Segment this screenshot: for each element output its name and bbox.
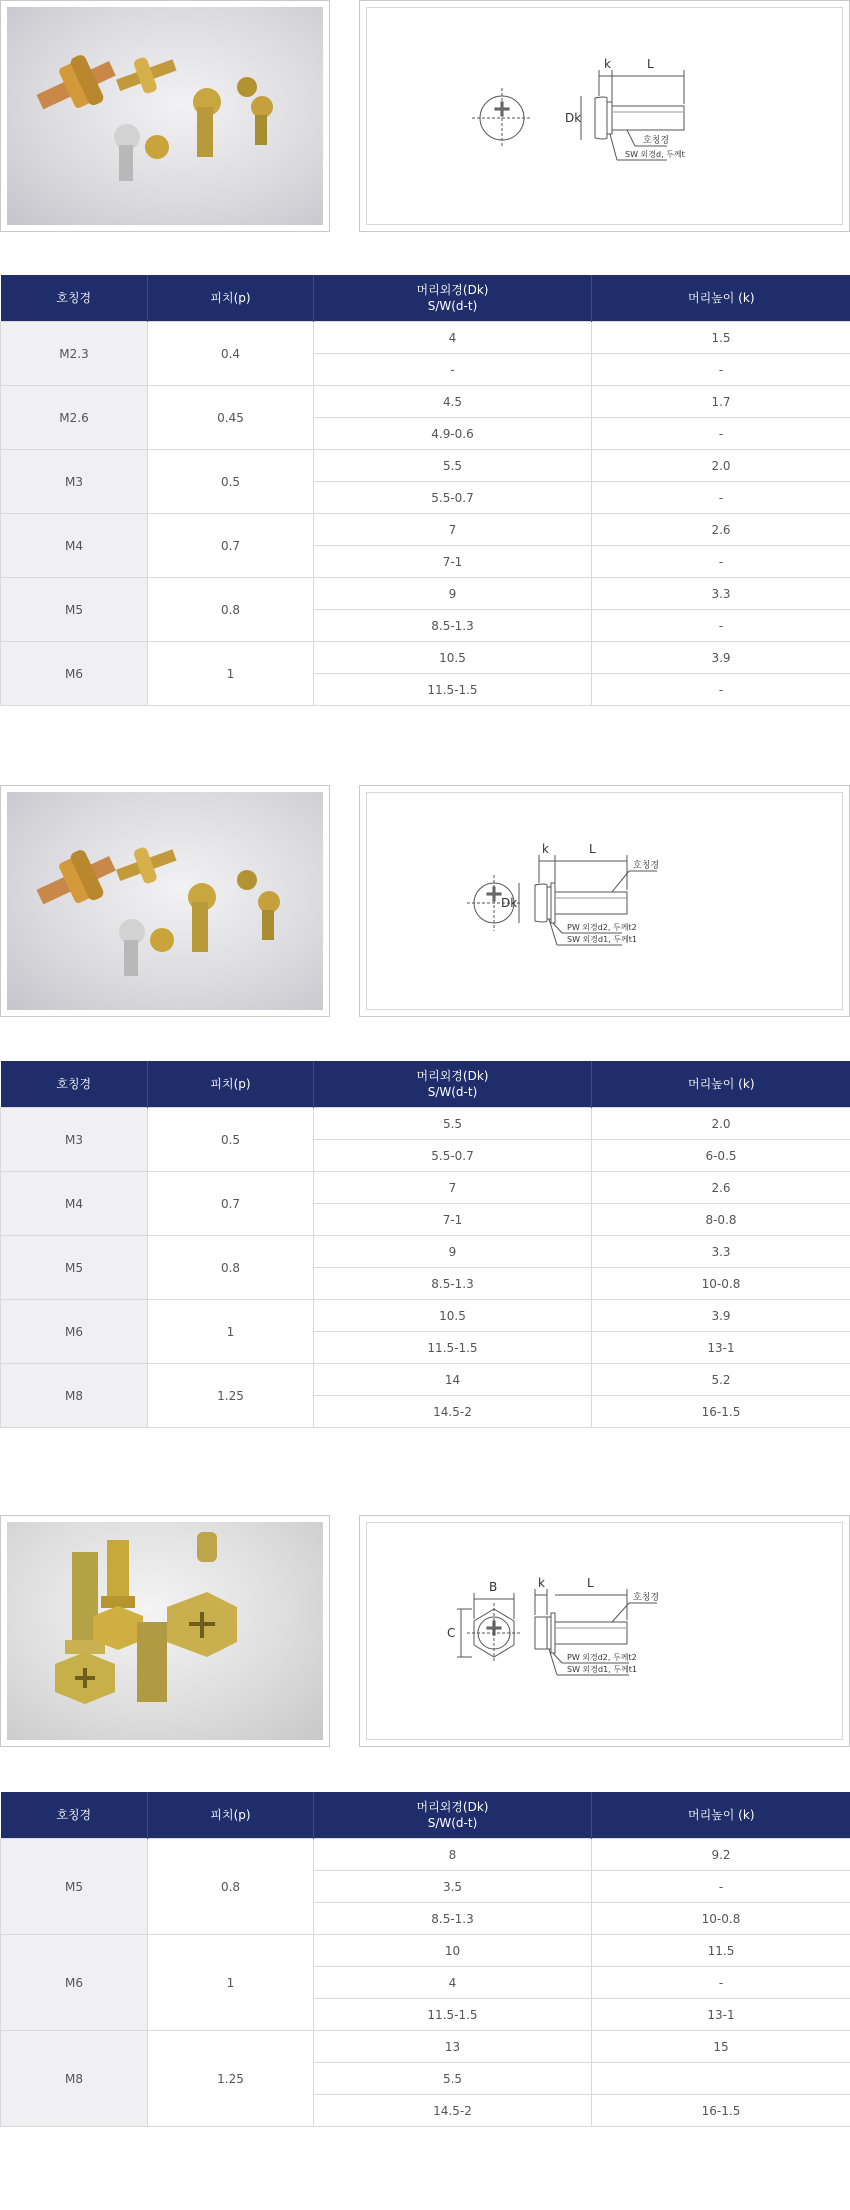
dim-C: C (447, 1626, 456, 1640)
cell-size: M8 (1, 2031, 148, 2127)
table-row (1, 1839, 850, 1871)
cell-pitch: 1 (148, 1935, 314, 2031)
header-pitch: 피치(p) (148, 1792, 314, 1839)
cell-diameter: 9 (314, 578, 592, 610)
table-row (1, 450, 850, 482)
cell-height: 2.0 (592, 450, 850, 482)
cell-height: - (592, 482, 850, 514)
spec-table-2 (0, 1061, 850, 1428)
cell-diameter: 4.9-0.6 (314, 418, 592, 450)
cell-height: 8-0.8 (592, 1204, 850, 1236)
cell-size: M3 (1, 450, 148, 514)
cell-height: - (592, 610, 850, 642)
cell-pitch: 0.7 (148, 1172, 314, 1236)
header-head-height: 머리높이 (k) (592, 1792, 850, 1839)
dim-L: L (587, 1576, 594, 1590)
cell-pitch: 0.8 (148, 1839, 314, 1935)
cell-diameter: 11.5-1.5 (314, 1332, 592, 1364)
cell-height: 1.5 (592, 322, 850, 354)
header-head-height: 머리높이 (k) (592, 275, 850, 322)
hex-screws-photo-illustration (7, 1522, 323, 1740)
table-row (1, 1364, 850, 1396)
dim-k: k (604, 57, 611, 71)
header-head-diameter: 머리외경(Dk) S/W(d-t) (314, 1061, 592, 1108)
table-row (1, 514, 850, 546)
table-header-row (1, 275, 850, 322)
cell-height: 3.9 (592, 1300, 850, 1332)
dim-Dk: Dk (565, 111, 582, 125)
cell-diameter: 8.5-1.3 (314, 610, 592, 642)
cell-height: 16-1.5 (592, 1396, 850, 1428)
cell-height: - (592, 1967, 850, 1999)
cell-size: M4 (1, 1172, 148, 1236)
cell-size: M5 (1, 1839, 148, 1935)
label-pw: PW 외경d2, 두께t2 (567, 923, 637, 932)
cell-diameter: 4 (314, 1967, 592, 1999)
cell-diameter: 3.5 (314, 1871, 592, 1903)
cell-height: - (592, 1871, 850, 1903)
cell-size: M8 (1, 1364, 148, 1428)
cell-height: 11.5 (592, 1935, 850, 1967)
screws-photo-illustration (7, 792, 323, 1010)
dim-L: L (589, 842, 596, 856)
cell-height: 13-1 (592, 1332, 850, 1364)
header-head-diameter: 머리외경(Dk) S/W(d-t) (314, 275, 592, 322)
cell-height: 15 (592, 2031, 850, 2063)
cell-height: - (592, 546, 850, 578)
cell-diameter: 10.5 (314, 1300, 592, 1332)
cell-diameter: 14.5-2 (314, 2095, 592, 2127)
table-row (1, 1172, 850, 1204)
cell-height: 10-0.8 (592, 1268, 850, 1300)
table-row (1, 386, 850, 418)
dimension-diagram-3 (359, 1515, 850, 1747)
dim-L: L (647, 57, 654, 71)
cell-diameter: 14.5-2 (314, 1396, 592, 1428)
label-sw: SW 외경d1, 두께t1 (567, 1665, 637, 1674)
header-size: 호칭경 (1, 1061, 148, 1108)
cell-diameter: 10.5 (314, 642, 592, 674)
label-sw: SW 외경d1, 두께t1 (567, 935, 637, 944)
cell-height: 9.2 (592, 1839, 850, 1871)
cell-pitch: 1 (148, 642, 314, 706)
table-header-row (1, 1792, 850, 1839)
cell-diameter: 5.5-0.7 (314, 1140, 592, 1172)
header-size: 호칭경 (1, 275, 148, 322)
cell-diameter: 8.5-1.3 (314, 1903, 592, 1935)
cell-diameter: 10 (314, 1935, 592, 1967)
dimension-diagram-1 (359, 0, 850, 232)
cell-size: M2.3 (1, 322, 148, 386)
cell-pitch: 0.8 (148, 1236, 314, 1300)
cell-height: 13-1 (592, 1999, 850, 2031)
cell-height: 1.7 (592, 386, 850, 418)
cell-diameter: 4.5 (314, 386, 592, 418)
label-nominal: 호칭경 (633, 861, 660, 871)
cell-diameter: 14 (314, 1364, 592, 1396)
header-pitch: 피치(p) (148, 275, 314, 322)
cell-diameter: 7 (314, 514, 592, 546)
cell-height: 3.9 (592, 642, 850, 674)
cell-diameter: 7-1 (314, 1204, 592, 1236)
cell-height: 2.6 (592, 514, 850, 546)
cell-pitch: 0.4 (148, 322, 314, 386)
table-header-row (1, 1061, 850, 1108)
table-row (1, 578, 850, 610)
product-photo-1 (0, 0, 330, 232)
table-row (1, 1108, 850, 1140)
dim-B: B (489, 1580, 498, 1594)
table-row (1, 1236, 850, 1268)
screw-washer-dimension-drawing (367, 793, 844, 1011)
spec-table-3 (0, 1792, 850, 2127)
header-head-diameter: 머리외경(Dk) S/W(d-t) (314, 1792, 592, 1839)
table-row (1, 1300, 850, 1332)
cell-pitch: 0.45 (148, 386, 314, 450)
cell-diameter: - (314, 354, 592, 386)
cell-diameter: 5.5 (314, 1108, 592, 1140)
cell-size: M3 (1, 1108, 148, 1172)
header-head-height: 머리높이 (k) (592, 1061, 850, 1108)
dimension-diagram-2 (359, 785, 850, 1017)
cell-size: M2.6 (1, 386, 148, 450)
screw-dimension-drawing (367, 8, 844, 226)
cell-size: M6 (1, 1935, 148, 2031)
dim-k: k (538, 1576, 545, 1590)
cell-size: M5 (1, 578, 148, 642)
cell-diameter: 9 (314, 1236, 592, 1268)
screws-photo-illustration (7, 7, 323, 225)
cell-diameter: 7-1 (314, 546, 592, 578)
cell-pitch: 0.7 (148, 514, 314, 578)
cell-pitch: 0.5 (148, 450, 314, 514)
cell-height: 2.6 (592, 1172, 850, 1204)
cell-diameter: 5.5 (314, 2063, 592, 2095)
header-size: 호칭경 (1, 1792, 148, 1839)
cell-size: M6 (1, 1300, 148, 1364)
cell-pitch: 0.8 (148, 578, 314, 642)
header-pitch: 피치(p) (148, 1061, 314, 1108)
cell-diameter: 11.5-1.5 (314, 1999, 592, 2031)
cell-diameter: 5.5-0.7 (314, 482, 592, 514)
cell-height: 16-1.5 (592, 2095, 850, 2127)
label-pw: PW 외경d2, 두께t2 (567, 1653, 637, 1662)
cell-size: M4 (1, 514, 148, 578)
spec-table-1 (0, 275, 850, 706)
label-nominal: 호칭경 (643, 136, 670, 146)
cell-size: M6 (1, 642, 148, 706)
table-row (1, 1935, 850, 1967)
table-row (1, 322, 850, 354)
cell-height: 10-0.8 (592, 1903, 850, 1935)
product-photo-3 (0, 1515, 330, 1747)
cell-height: - (592, 418, 850, 450)
cell-pitch: 1.25 (148, 1364, 314, 1428)
cell-height: 3.3 (592, 578, 850, 610)
cell-pitch: 1 (148, 1300, 314, 1364)
cell-pitch: 1.25 (148, 2031, 314, 2127)
cell-height: 2.0 (592, 1108, 850, 1140)
cell-diameter: 8.5-1.3 (314, 1268, 592, 1300)
cell-diameter: 4 (314, 322, 592, 354)
table-row (1, 2031, 850, 2063)
cell-diameter: 8 (314, 1839, 592, 1871)
cell-diameter: 7 (314, 1172, 592, 1204)
label-nominal: 호칭경 (633, 1593, 660, 1603)
cell-height: - (592, 674, 850, 706)
cell-height: - (592, 354, 850, 386)
cell-height (592, 2063, 850, 2095)
product-photo-2 (0, 785, 330, 1017)
cell-pitch: 0.5 (148, 1108, 314, 1172)
cell-size: M5 (1, 1236, 148, 1300)
cell-diameter: 13 (314, 2031, 592, 2063)
cell-diameter: 11.5-1.5 (314, 674, 592, 706)
dim-Dk: Dk (501, 896, 518, 910)
cell-diameter: 5.5 (314, 450, 592, 482)
dim-k: k (542, 842, 549, 856)
table-row (1, 642, 850, 674)
cell-height: 5.2 (592, 1364, 850, 1396)
cell-height: 3.3 (592, 1236, 850, 1268)
hex-screw-dimension-drawing (367, 1523, 844, 1741)
label-sw: SW 외경d, 두께t (625, 150, 685, 159)
cell-height: 6-0.5 (592, 1140, 850, 1172)
